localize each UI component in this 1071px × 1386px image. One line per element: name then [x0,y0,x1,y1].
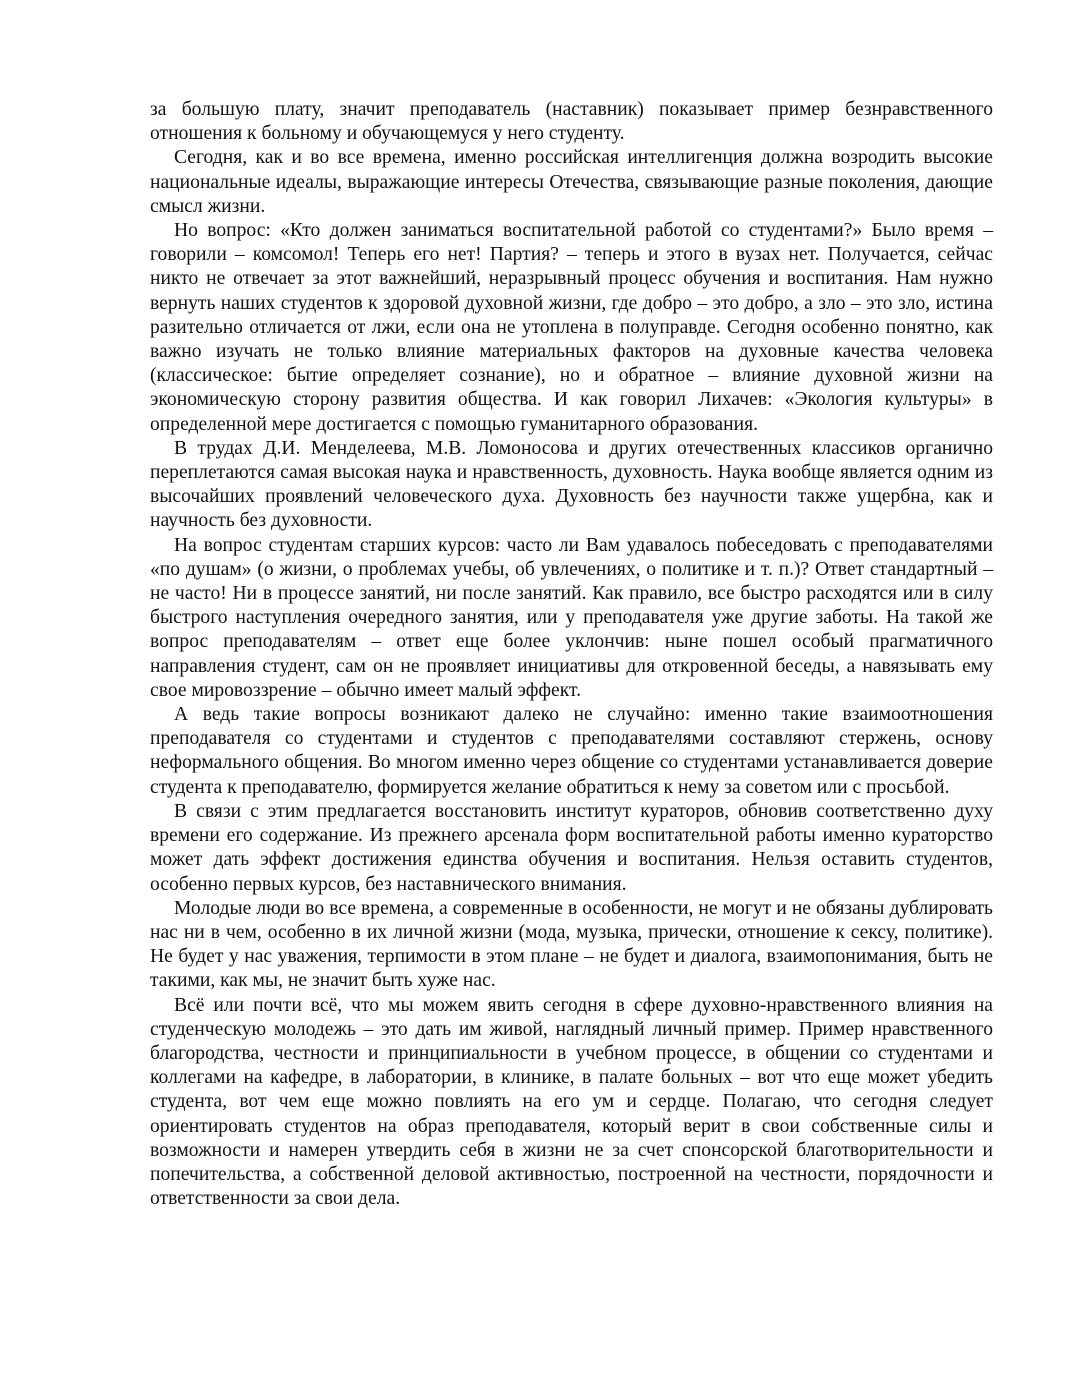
paragraph-curators: В связи с этим предлагается восстановить институт кураторов, обновив соответственно духу времени его содержание. Из прежнего арсенала форм воспитательной работы именно кураторство может дать эффект достижения единства обучения и воспитания. Нельзя оставить студентов, особенно первых курсов, без наставнического внимания. [150,800,993,895]
paragraph-intelligentsia: Сегодня, как и во все времена, именно российская интеллигенция должна возродить высокие национальные идеалы, выражающие интересы Отечества, связывающие разные поколения, дающие смысл жизни. [150,147,993,217]
document-page [150,98,993,1211]
paragraph-example: Всё или почти всё, что мы можем явить сегодня в сфере духовно-нравственного влияния на студенческую молодежь – это дать им живой, наглядный личный пример. Пример нравственного благородства, честности и принципиальности в учебном процессе, в общении со студентами и коллегами на кафедре, в лаборатории, в клинике, в палате больных – вот что еще может убедить студента, вот чем еще можно повлиять на его ум и сердце. Полагаю, что сегодня следует ориентировать студентов на образ преподавателя, который верит в свои собственные силы и возможности и намерен утвердить себя в жизни не за счет спонсорской благотворительности и попечительства, а собственной деловой активностью, построенной на честности, порядочности и ответственности за свои дела. [150,994,993,1210]
paragraph-continued: за большую плату, значит преподаватель (наставник) показывает пример безнравственного отношения к больному и обучающемуся у него студенту. [150,99,993,145]
paragraph-question: Но вопрос: «Кто должен заниматься воспитательной работой со студентами?» Было время – говорили – комсомол! Теперь его нет! Партия? – теперь и этого в вузах нет. Получается, сейчас никто не отвечает за этот важнейший, неразрывный процесс обучения и воспитания. Нам нужно вернуть наших студентов к здоровой духовной жизни, где добро – это добро, а зло – это зло, истина разительно отличается от лжи, если она не утоплена в полуправде. Сегодня особенно понятно, как важно изучать не только влияние материальных факторов на духовные качества человека (классическое: бытие определяет сознание), но и обратное – влияние духовной жизни на экономическую сторону развития общества. И как говорил Лихачев: «Экология культуры» в определенной мере достигается с помощью гуманитарного образования. [150,220,993,435]
paragraph-classics: В трудах Д.И. Менделеева, М.В. Ломоносова и других отечественных классиков органично переплетаются самая высокая наука и нравственность, духовность. Наука вообще является одним из высочайших проявлений человеческого духа. Духовность без научности также ущербна, как и научность без духовности. [150,437,993,532]
paragraph-young-people: Молодые люди во все времена, а современные в особенности, не могут и не обязаны дублировать нас ни в чем, особенно в их личной жизни (мода, музыка, прически, отношение к сексу, политике). Не будет у нас уважения, терпимости в этом плане – не будет и диалога, взаимопонимания, быть не такими, как мы, не значит быть хуже нас. [150,897,993,992]
paragraph-students-survey: На вопрос студентам старших курсов: часто ли Вам удавалось побеседовать с преподавателями «по душам» (о жизни, о проблемах учебы, об увлечениях, о политике и т. п.)? Ответ стандартный – не часто! Ни в процессе занятий, ни после занятий. Как правило, все быстро расходятся или в силу быстрого наступления очередного занятия, или у преподавателя уже другие заботы. На такой же вопрос преподавателям – ответ еще более уклончив: ныне пошел особый прагматичного направления студент, сам он не проявляет инициативы для откровенной беседы, а навязывать ему свое мировоззрение – обычно имеет малый эффект. [150,534,993,701]
paragraph-relationships: А ведь такие вопросы возникают далеко не случайно: именно такие взаимоотношения преподавателя со студентами и студентов с преподавателями составляют стержень, основу неформального общения. Во многом именно через общение со студентами устанавливается доверие студента к преподавателю, формируется желание обратиться к нему за советом или с просьбой. [150,704,993,798]
